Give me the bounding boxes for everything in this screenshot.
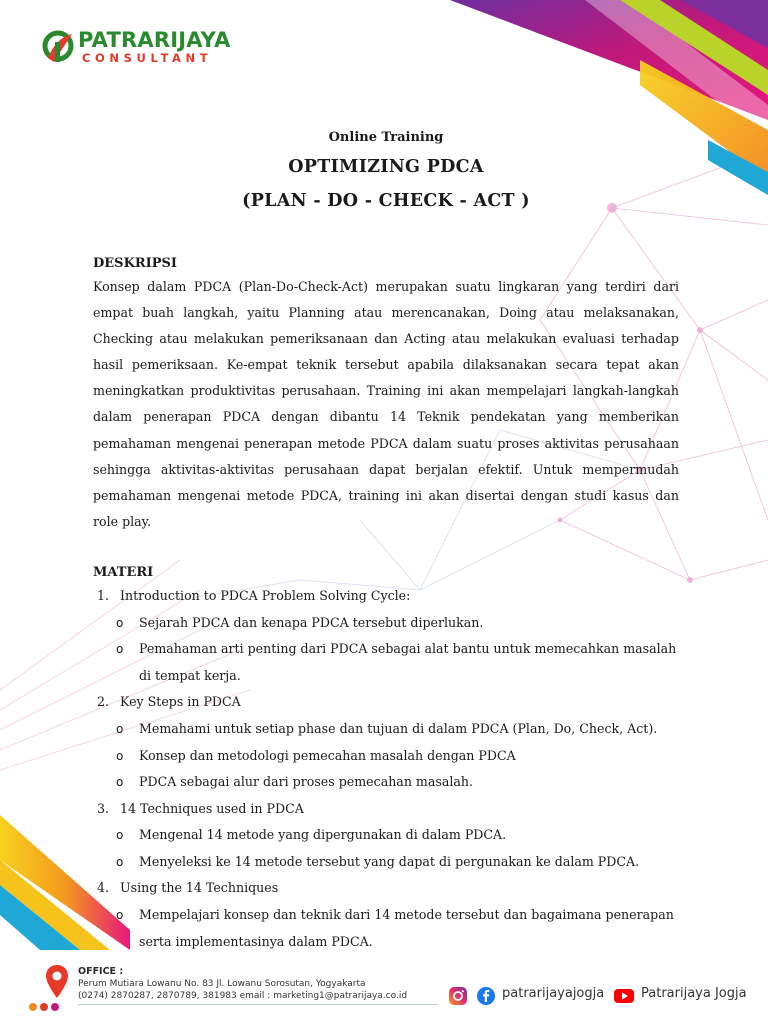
sub-list-text: Menyeleksi ke 14 metode tersebut yang dapat di pergunakan ke dalam PDCA. — [139, 853, 640, 869]
bullet-icon: o — [116, 615, 124, 630]
office-title: OFFICE : — [78, 966, 124, 977]
decorative-dots-icon — [28, 1002, 68, 1012]
bullet-icon: o — [116, 775, 124, 790]
location-pin-icon — [44, 964, 70, 1000]
header-line-1: Online Training — [328, 130, 444, 145]
social-handle[interactable]: patrarijayajogja — [502, 986, 605, 1001]
list-item — [93, 796, 679, 823]
footer-divider — [78, 1004, 438, 1005]
logo-subtitle: CONSULTANT — [82, 51, 213, 65]
sub-list-text: Sejarah PDCA dan kenapa PDCA tersebut diperlukan. — [139, 614, 484, 630]
list-number: 2. — [97, 694, 110, 710]
list-item — [93, 689, 679, 716]
bullet-icon: o — [116, 721, 124, 736]
sub-list-item — [93, 849, 679, 876]
social-links — [448, 984, 748, 1008]
bullet-icon: o — [116, 748, 124, 763]
bullet-icon: o — [116, 908, 124, 923]
list-item — [93, 583, 679, 610]
sub-list-text: Pemahaman arti penting dari PDCA sebagai alat bantu untuk memecahkan masalah di tempat kerja. — [139, 641, 677, 683]
sub-list-item — [93, 769, 679, 796]
section-heading-materi: MATERI — [93, 564, 154, 580]
sub-list-item — [93, 822, 679, 849]
logo-name: PATRARIJAYA — [78, 28, 231, 52]
section-heading-deskripsi: DESKRIPSI — [93, 256, 177, 271]
list-item-title: Introduction to PDCA Problem Solving Cycle: — [120, 587, 411, 603]
list-item-title: 14 Techniques used in PDCA — [120, 800, 304, 816]
youtube-icon[interactable] — [613, 987, 635, 1005]
sub-list-item — [93, 716, 679, 743]
list-number: 4. — [97, 880, 110, 896]
document-subtitle: (PLAN - DO - CHECK - ACT ) — [242, 191, 530, 211]
sub-list-text: Mempelajari konsep dan teknik dari 14 metode tersebut dan bagaimana penerapan serta implementasinya dalam PDCA. — [139, 907, 674, 949]
sub-list-item — [93, 902, 679, 955]
sub-list-text: PDCA sebagai alur dari proses pemecahan masalah. — [139, 774, 474, 790]
sub-list-item — [93, 636, 679, 689]
footer — [0, 960, 768, 1024]
sub-list-item — [93, 610, 679, 637]
list-item-title: Key Steps in PDCA — [120, 694, 241, 710]
document-title: OPTIMIZING PDCA — [288, 157, 484, 177]
list-number: 3. — [97, 800, 110, 816]
company-logo — [42, 28, 252, 68]
list-number: 1. — [97, 587, 110, 603]
bullet-icon: o — [116, 854, 124, 869]
document-content — [93, 128, 679, 955]
instagram-icon[interactable] — [448, 986, 468, 1006]
deskripsi-paragraph: Konsep dalam PDCA (Plan-Do-Check-Act) merupakan suatu lingkaran yang terdiri dari empat buah langkah, yaitu Planning atau merencanakan, Doing atau melaksanakan, Checking atau melakukan pemeriksanaan dan Acting atau melakukan evaluasi terhadap hasil pemeriksaan. Ke-empat teknik tersebut apabila dilaksanakan secara tepat akan meningkatkan produktivitas perusahaan. Training ini akan mempelajari langkah-langkah dalam penerapan PDCA dengan dibantu 14 Teknik pendekatan yang memberikan pemahaman mengenai penerapan metode PDCA dalam suatu proses aktivitas perusahaan sehingga aktivitas-aktivitas perusahaan dapat berjalan efektif. Untuk mempermudah pemahaman mengenai metode PDCA, training ini akan disertai dengan studi kasus dan role play. — [93, 279, 679, 529]
youtube-channel[interactable]: Patrarijaya Jogja — [641, 986, 747, 1001]
list-item — [93, 875, 679, 902]
sub-list-item — [93, 743, 679, 770]
bullet-icon: o — [116, 642, 124, 657]
facebook-icon[interactable] — [476, 986, 496, 1006]
logo-mark-icon — [42, 28, 76, 64]
office-contact: (0274) 2870287, 2870789, 381983 email : marketing1@patrarijaya.co.id — [78, 991, 408, 1001]
list-item-title: Using the 14 Techniques — [120, 880, 279, 896]
sub-list-text: Konsep dan metodologi pemecahan masalah dengan PDCA — [139, 747, 516, 763]
materi-list — [93, 583, 679, 955]
sub-list-text: Mengenal 14 metode yang dipergunakan di dalam PDCA. — [139, 827, 507, 843]
bullet-icon: o — [116, 828, 124, 843]
sub-list-text: Memahami untuk setiap phase dan tujuan di dalam PDCA (Plan, Do, Check, Act). — [139, 720, 658, 736]
office-address: Perum Mutiara Lowanu No. 83 Jl. Lowanu Sorosutan, Yogyakarta — [78, 979, 366, 989]
